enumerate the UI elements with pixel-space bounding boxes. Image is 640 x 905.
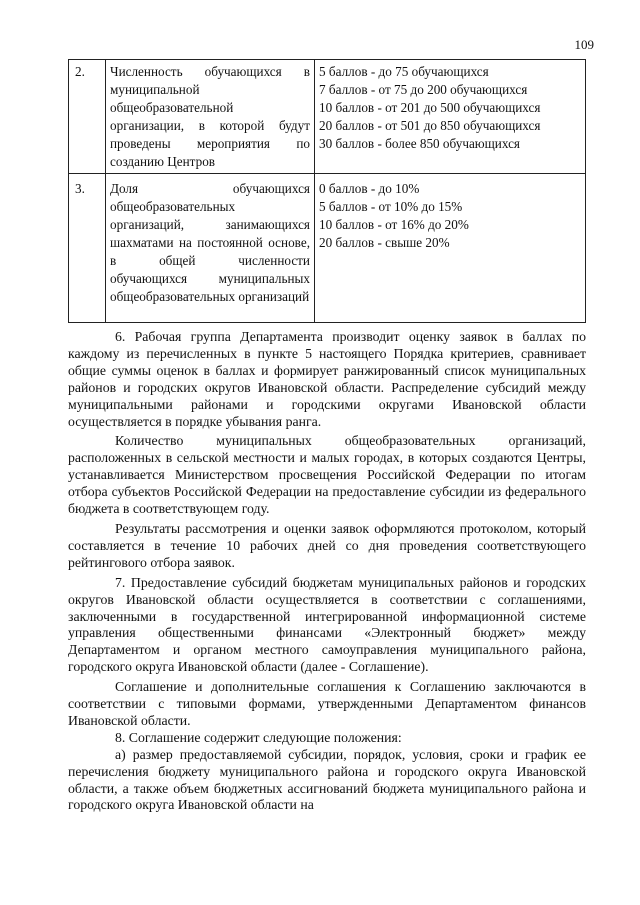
criterion-cell: Численность обучающихся в муниципальной общеобразовательной организации, в которой будут проведены мероприятия по созданию Центров xyxy=(106,60,315,174)
criterion-cell: Доля обучающихся общеобразовательных организаций, занимающихся шахматами на постоянной основе, в общей численности обучающихся муниципальных общеобразовательных организаций xyxy=(106,174,315,323)
score-line: 0 баллов - до 10% xyxy=(319,181,420,196)
table-row xyxy=(69,60,586,174)
paragraph: 6. Рабочая группа Департамента производит оценку заявок в баллах по каждому из перечисленных в пункте 5 настоящего Порядка критериев, сравнивает общие суммы оценок в баллах и формирует ранжированный список муниципальных районов и городских округов Ивановской области. Распределение субсидий между муниципальными районами и городскими округами Ивановской области осуществляется в порядке убывания ранга. xyxy=(68,329,586,429)
score-line: 20 баллов - от 501 до 850 обучающихся xyxy=(319,118,541,133)
score-cell xyxy=(315,174,586,323)
score-cell xyxy=(315,60,586,174)
score-line: 7 баллов - от 75 до 200 обучающихся xyxy=(319,82,528,97)
paragraph: 8. Соглашение содержит следующие положения: xyxy=(115,729,402,745)
score-line: 20 баллов - свыше 20% xyxy=(319,235,450,250)
document-body xyxy=(68,329,586,814)
score-line: 30 баллов - более 850 обучающихся xyxy=(319,136,520,151)
score-line: 5 баллов - до 75 обучающихся xyxy=(319,64,489,79)
score-line: 5 баллов - от 10% до 15% xyxy=(319,199,463,214)
page-number: 109 xyxy=(574,37,594,52)
score-line: 10 баллов - от 201 до 500 обучающихся xyxy=(319,100,541,115)
row-number: 2. xyxy=(69,60,106,174)
paragraph: 7. Предоставление субсидий бюджетам муниципальных районов и городских округов Ивановской области осуществляется в соответствии с соглашениями, заключенными в государственной интегрированной информационной системе управления общественными финансами «Электронный бюджет» между Департаментом и органом местного самоуправления муниципального района, городского округа Ивановской области (далее - Соглашение). xyxy=(68,574,586,675)
paragraph: Соглашение и дополнительные соглашения к Соглашению заключаются в соответствии с типовыми формами, утвержденными Департаментом финансов Ивановской области. xyxy=(68,679,586,728)
paragraph: Результаты рассмотрения и оценки заявок оформляются протоколом, который составляется в течение 10 рабочих дней со дня проведения соответствующего рейтингового отбора заявок. xyxy=(68,520,586,570)
criteria-table xyxy=(68,59,586,323)
paragraph: а) размер предоставляемой субсидии, порядок, условия, сроки и график ее перечисления бюджету муниципального района и городского округа Ивановской области, а также объем бюджетных ассигнований бюджета муниципального района и городского округа Ивановской области на xyxy=(68,746,586,813)
table-row xyxy=(69,174,586,323)
row-number: 3. xyxy=(69,174,106,323)
score-line: 10 баллов - от 16% до 20% xyxy=(319,217,469,232)
paragraph: Количество муниципальных общеобразовательных организаций, расположенных в сельской местности и малых городах, в которых создаются Центры, устанавливается Министерством просвещения Российской Федерации по итогам отбора субъектов Российской Федерации на предоставление субсидии из федерального бюджета в соответствующем году. xyxy=(68,433,586,517)
